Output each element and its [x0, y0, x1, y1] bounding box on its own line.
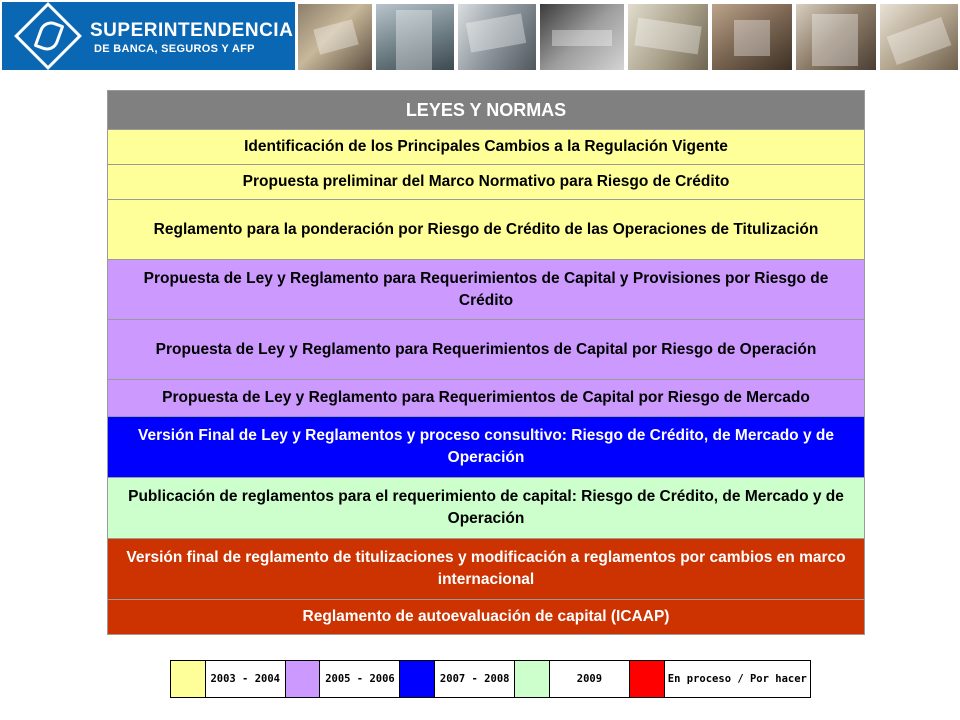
legend-label: 2007 - 2008 — [435, 661, 515, 698]
table-row: Reglamento para la ponderación por Riesgo de Crédito de las Operaciones de Titulización — [108, 200, 865, 260]
banner-photo-money — [628, 4, 708, 70]
legend-swatch-purple — [285, 661, 320, 698]
logo-title: SUPERINTENDENCIA — [90, 20, 294, 41]
table-row: Identificación de los Principales Cambios a la Regulación Vigente — [108, 130, 865, 165]
banner-photo-writing — [880, 4, 958, 70]
table-row: Propuesta de Ley y Reglamento para Requerimientos de Capital y Provisiones por Riesgo de Crédito — [108, 260, 865, 320]
banner-photo-businessmen — [796, 4, 876, 70]
banner-photo-keyboard — [458, 4, 536, 70]
color-legend — [170, 660, 811, 698]
table-row: Publicación de reglamentos para el requerimiento de capital: Riesgo de Crédito, de Mercado y de Operación — [108, 478, 865, 539]
legend-label: 2005 - 2006 — [320, 661, 400, 698]
banner-photo-handshake — [540, 4, 624, 70]
legend-swatch-red — [629, 661, 664, 698]
legend-label: 2003 - 2004 — [205, 661, 285, 698]
legend-swatch-yellow — [171, 661, 206, 698]
sbs-logo — [2, 2, 295, 70]
table-row: Propuesta preliminar del Marco Normativo para Riesgo de Crédito — [108, 165, 865, 200]
logo-subtitle: DE BANCA, SEGUROS Y AFP — [94, 43, 255, 55]
table-row: Versión final de reglamento de titulizaciones y modificación a reglamentos por cambios en marco internacional — [108, 539, 865, 600]
table-row: Propuesta de Ley y Reglamento para Requerimientos de Capital por Riesgo de Operación — [108, 320, 865, 380]
banner-photo-terminal — [712, 4, 792, 70]
table-heading: LEYES Y NORMAS — [108, 91, 865, 130]
legend-label: En proceso / Por hacer — [664, 661, 810, 698]
laws-norms-table — [107, 90, 865, 635]
banner-photo-credit-card — [298, 4, 372, 70]
table-row: Reglamento de autoevaluación de capital (ICAAP) — [108, 600, 865, 635]
legend-swatch-green — [515, 661, 550, 698]
table-row: Propuesta de Ley y Reglamento para Requerimientos de Capital por Riesgo de Mercado — [108, 380, 865, 417]
legend-swatch-blue — [400, 661, 435, 698]
legend-label: 2009 — [549, 661, 629, 698]
header-banner — [0, 0, 960, 72]
banner-photo-building — [376, 4, 454, 70]
table-row: Versión Final de Ley y Reglamentos y proceso consultivo: Riesgo de Crédito, de Mercado y de Operación — [108, 417, 865, 478]
